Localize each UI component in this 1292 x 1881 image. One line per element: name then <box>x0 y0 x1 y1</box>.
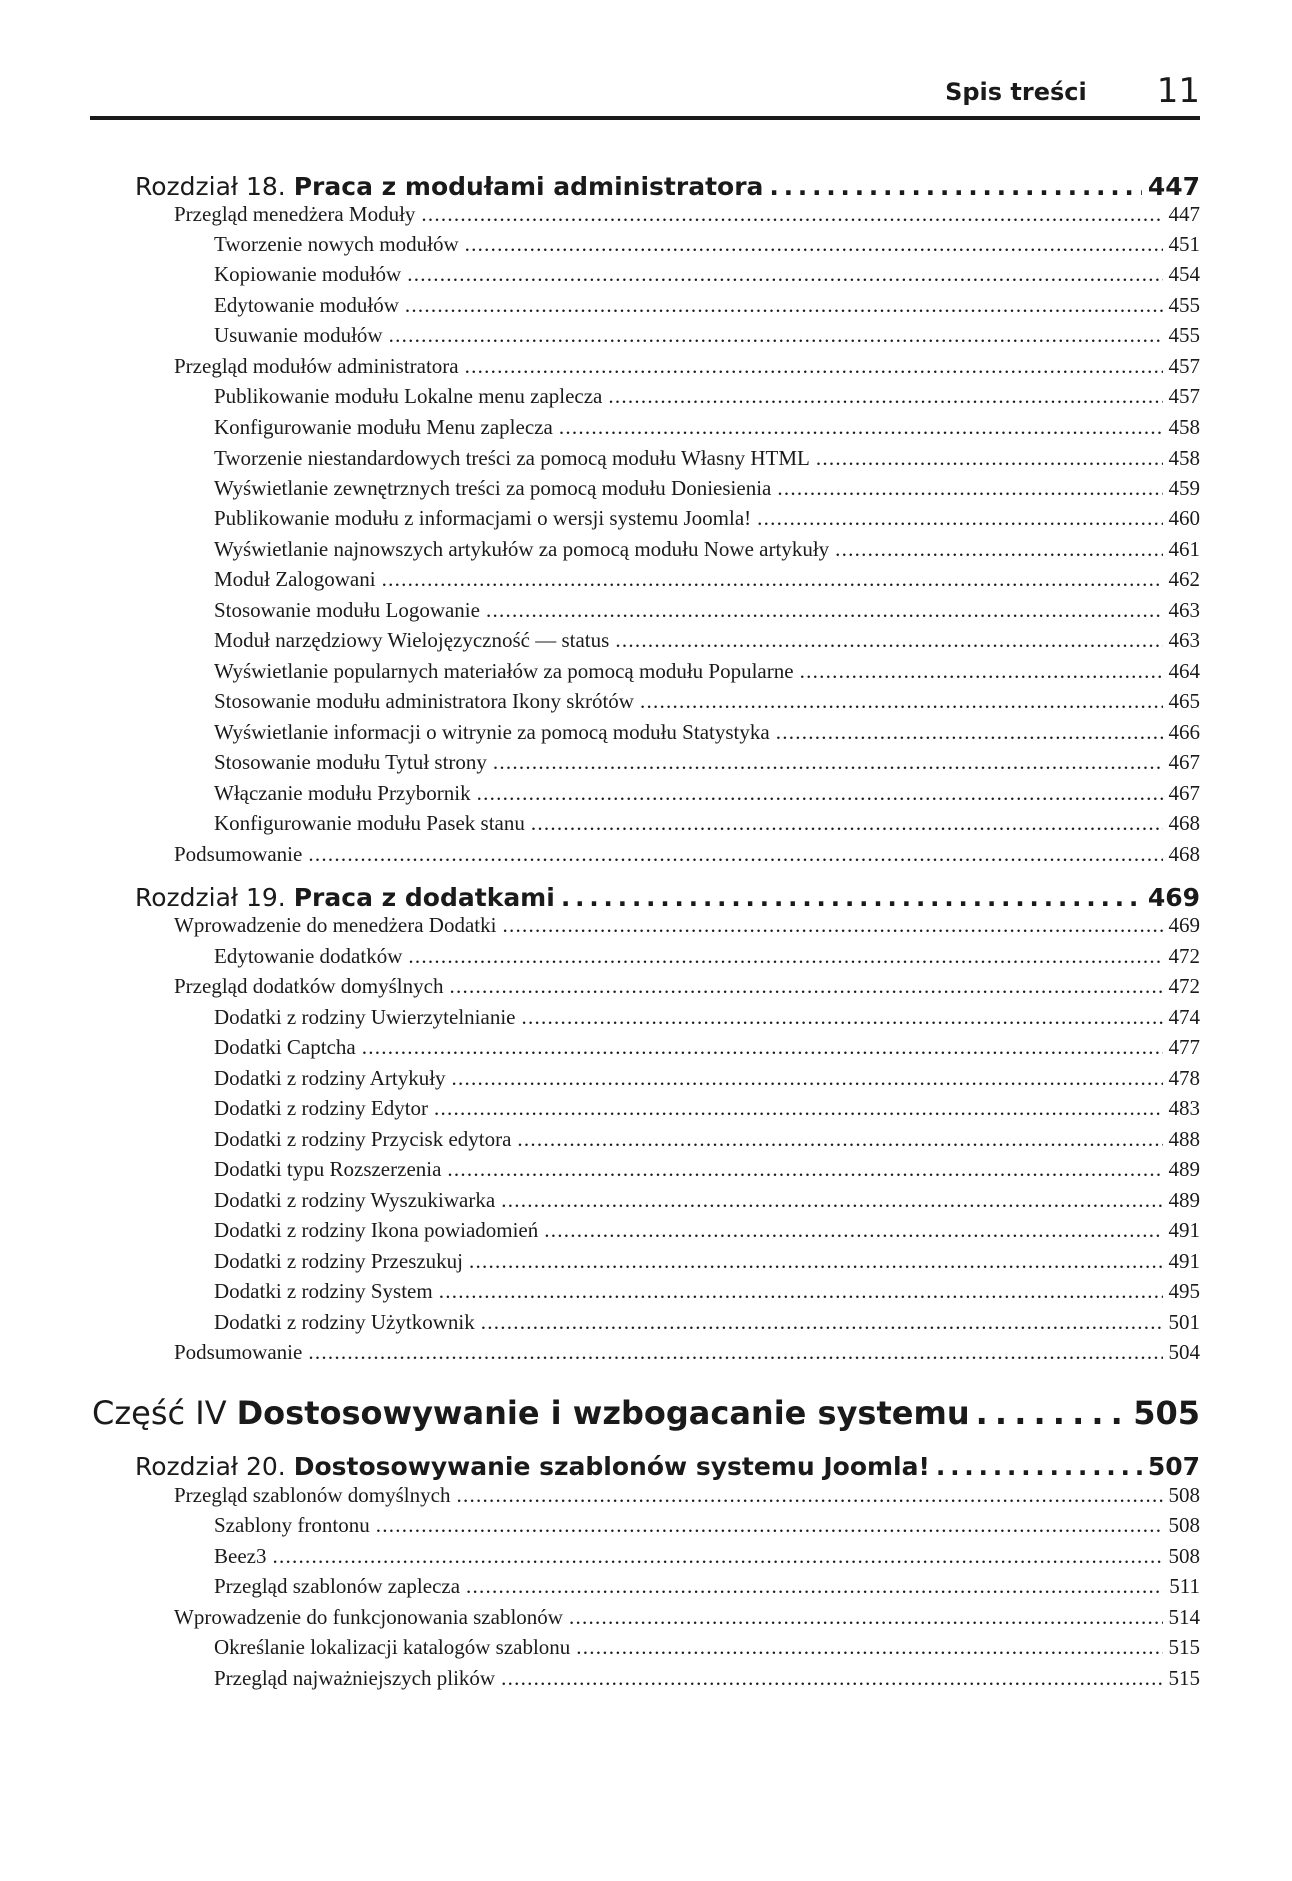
entry-page-number: 483 <box>1168 1096 1200 1120</box>
entry-page-number: 468 <box>1168 842 1200 866</box>
entry-page-number: 454 <box>1168 262 1200 286</box>
toc-section-entry <box>214 689 1200 719</box>
dot-leader <box>382 567 1163 592</box>
toc-section-entry <box>174 842 1200 872</box>
entry-title: Przegląd szablonów domyślnych <box>174 1483 451 1507</box>
entry-page-number: 461 <box>1168 537 1200 561</box>
running-header-title: Spis treści <box>945 78 1087 106</box>
entry-page-number: 504 <box>1168 1340 1200 1364</box>
entry-page-number: 505 <box>1133 1394 1200 1432</box>
entry-page-number: 472 <box>1168 974 1200 998</box>
entry-page-number: 451 <box>1168 232 1200 256</box>
entry-title: Tworzenie nowych modułów <box>214 232 459 256</box>
dot-leader <box>569 1605 1163 1630</box>
toc-section-entry <box>214 628 1200 658</box>
toc-section-entry <box>214 811 1200 841</box>
dot-leader <box>576 1635 1162 1660</box>
dot-leader <box>389 323 1163 348</box>
entry-page-number: 515 <box>1168 1635 1200 1659</box>
toc-part-entry <box>92 1394 1200 1438</box>
entry-page-number: 467 <box>1168 781 1200 805</box>
entry-page-number: 508 <box>1168 1483 1200 1507</box>
entry-title: Wyświetlanie najnowszych artykułów za pomocą modułu Nowe artykuły <box>214 537 830 561</box>
dot-leader <box>816 446 1163 471</box>
entry-page-number: 474 <box>1168 1005 1200 1029</box>
entry-title: Dodatki Captcha <box>214 1035 356 1059</box>
dot-leader <box>502 913 1162 938</box>
toc-section-entry <box>214 720 1200 750</box>
dot-leader <box>452 1066 1163 1091</box>
entry-title: Podsumowanie <box>174 842 303 866</box>
dot-leader <box>531 811 1163 836</box>
entry-page-number: 463 <box>1168 628 1200 652</box>
dot-leader <box>469 1249 1162 1274</box>
entry-title: Praca z modułami administratora <box>293 172 764 201</box>
dot-leader <box>800 659 1163 684</box>
entry-page-number: 501 <box>1168 1310 1200 1334</box>
entry-title: Wyświetlanie zewnętrznych treści za pomocą modułu Doniesienia <box>214 476 772 500</box>
toc-section-entry <box>214 1127 1200 1157</box>
entry-title: Dostosowywanie i wzbogacanie systemu <box>236 1394 970 1432</box>
entry-title: Dodatki z rodziny System <box>214 1279 433 1303</box>
entry-title: Dodatki z rodziny Uwierzytelnianie <box>214 1005 516 1029</box>
entry-title: Dodatki z rodziny Ikona powiadomień <box>214 1218 539 1242</box>
entry-page-number: 458 <box>1168 415 1200 439</box>
dot-leader <box>449 974 1162 999</box>
page-number: 11 <box>1156 71 1200 111</box>
toc-section-entry <box>214 750 1200 780</box>
toc-section-entry <box>214 1574 1200 1604</box>
entry-title: Tworzenie niestandardowych treści za pomocą modułu Własny HTML <box>214 446 810 470</box>
entry-page-number: 463 <box>1168 598 1200 622</box>
entry-page-number: 491 <box>1168 1249 1200 1273</box>
toc-section-entry <box>174 202 1200 232</box>
entry-page-number: 467 <box>1168 750 1200 774</box>
toc-section-entry <box>214 446 1200 476</box>
dot-leader <box>486 598 1163 623</box>
entry-page-number: 511 <box>1169 1574 1200 1598</box>
entry-title: Dodatki z rodziny Wyszukiwarka <box>214 1188 496 1212</box>
toc-section-entry <box>174 974 1200 1004</box>
entry-page-number: 491 <box>1168 1218 1200 1242</box>
dot-leader <box>439 1279 1163 1304</box>
toc-section-entry <box>214 415 1200 445</box>
dot-leader <box>362 1035 1163 1060</box>
toc-section-entry <box>174 913 1200 943</box>
entry-title: Włączanie modułu Przybornik <box>214 781 471 805</box>
entry-page-number: 472 <box>1168 944 1200 968</box>
chapter-number: Rozdział 18. <box>135 172 286 201</box>
entry-title: Praca z dodatkami <box>293 883 555 912</box>
entry-title: Dodatki z rodziny Przycisk edytora <box>214 1127 512 1151</box>
dot-leader <box>544 1218 1162 1243</box>
dot-leader <box>405 293 1163 318</box>
toc-section-entry <box>214 1635 1200 1665</box>
entry-page-number: 508 <box>1168 1513 1200 1537</box>
chapter-number: Rozdział 20. <box>135 1452 286 1481</box>
entry-page-number: 477 <box>1168 1035 1200 1059</box>
toc-section-entry <box>214 1188 1200 1218</box>
toc-section-entry <box>214 1218 1200 1248</box>
toc-section-entry <box>214 598 1200 628</box>
toc-section-entry <box>214 1513 1200 1543</box>
dot-leader <box>272 1544 1162 1569</box>
entry-page-number: 495 <box>1168 1279 1200 1303</box>
toc-section-entry <box>214 1279 1200 1309</box>
dot-leader <box>408 944 1162 969</box>
toc-section-entry <box>214 1544 1200 1574</box>
entry-page-number: 465 <box>1168 689 1200 713</box>
entry-page-number: 489 <box>1168 1157 1200 1181</box>
entry-page-number: 457 <box>1168 384 1200 408</box>
entry-title: Szablony frontonu <box>214 1513 370 1537</box>
toc-section-entry <box>214 944 1200 974</box>
entry-title: Moduł Zalogowani <box>214 567 376 591</box>
entry-page-number: 488 <box>1168 1127 1200 1151</box>
dot-leader <box>561 883 1142 912</box>
toc-section-entry <box>214 1310 1200 1340</box>
dot-leader <box>608 384 1162 409</box>
entry-page-number: 460 <box>1168 506 1200 530</box>
entry-page-number: 447 <box>1147 172 1200 201</box>
entry-page-number: 489 <box>1168 1188 1200 1212</box>
toc-section-entry <box>214 659 1200 689</box>
toc-section-entry <box>214 384 1200 414</box>
entry-page-number: 462 <box>1168 567 1200 591</box>
toc-section-entry <box>214 506 1200 536</box>
dot-leader <box>757 506 1162 531</box>
dot-leader <box>466 1574 1163 1599</box>
toc-section-entry <box>214 1096 1200 1126</box>
chapter-number: Rozdział 19. <box>135 883 286 912</box>
entry-title: Dodatki z rodziny Przeszukuj <box>214 1249 464 1273</box>
entry-title: Publikowanie modułu Lokalne menu zaplecza <box>214 384 603 408</box>
dot-leader <box>769 172 1141 201</box>
toc-section-entry <box>214 293 1200 323</box>
page-header <box>90 60 1200 120</box>
dot-leader <box>521 1005 1162 1030</box>
entry-title: Wyświetlanie informacji o witrynie za pomocą modułu Statystyka <box>214 720 770 744</box>
dot-leader <box>776 720 1163 745</box>
dot-leader <box>501 1666 1162 1691</box>
entry-title: Kopiowanie modułów <box>214 262 402 286</box>
entry-title: Dodatki typu Rozszerzenia <box>214 1157 442 1181</box>
entry-title: Edytowanie modułów <box>214 293 399 317</box>
toc-section-entry <box>214 262 1200 292</box>
toc-section-entry <box>214 1035 1200 1065</box>
entry-page-number: 447 <box>1168 202 1200 226</box>
toc-section-entry <box>214 537 1200 567</box>
dot-leader <box>976 1394 1128 1432</box>
entry-title: Przegląd najważniejszych plików <box>214 1666 496 1690</box>
toc-chapter-entry <box>135 883 1200 917</box>
entry-title: Konfigurowanie modułu Menu zaplecza <box>214 415 553 439</box>
entry-page-number: 478 <box>1168 1066 1200 1090</box>
toc-section-entry <box>214 1066 1200 1096</box>
dot-leader <box>615 628 1162 653</box>
entry-page-number: 468 <box>1168 811 1200 835</box>
toc-section-entry <box>214 781 1200 811</box>
entry-title: Moduł narzędziowy Wielojęzyczność — status <box>214 628 610 652</box>
entry-title: Dostosowywanie szablonów systemu Joomla! <box>293 1452 930 1481</box>
entry-title: Przegląd menedżera Moduły <box>174 202 416 226</box>
entry-title: Stosowanie modułu administratora Ikony skrótów <box>214 689 634 713</box>
dot-leader <box>308 1340 1162 1365</box>
dot-leader <box>434 1096 1162 1121</box>
toc-chapter-entry <box>135 1452 1200 1486</box>
toc-chapter-entry <box>135 172 1200 206</box>
entry-page-number: 455 <box>1168 293 1200 317</box>
entry-title: Stosowanie modułu Logowanie <box>214 598 480 622</box>
dot-leader <box>640 689 1163 714</box>
toc-section-entry <box>174 1483 1200 1513</box>
entry-title: Konfigurowanie modułu Pasek stanu <box>214 811 525 835</box>
entry-title: Dodatki z rodziny Artykuły <box>214 1066 446 1090</box>
entry-title: Dodatki z rodziny Użytkownik <box>214 1310 475 1334</box>
dot-leader <box>517 1127 1162 1152</box>
entry-page-number: 457 <box>1168 354 1200 378</box>
dot-leader <box>493 750 1163 775</box>
entry-title: Wprowadzenie do menedżera Dodatki <box>174 913 497 937</box>
dot-leader <box>308 842 1162 867</box>
dot-leader <box>936 1452 1142 1481</box>
entry-page-number: 508 <box>1168 1544 1200 1568</box>
toc-section-entry <box>174 1340 1200 1370</box>
toc-section-entry <box>214 476 1200 506</box>
entry-page-number: 469 <box>1168 913 1200 937</box>
dot-leader <box>559 415 1163 440</box>
entry-title: Wyświetlanie popularnych materiałów za pomocą modułu Popularne <box>214 659 794 683</box>
entry-title: Przegląd modułów administratora <box>174 354 459 378</box>
toc-section-entry <box>214 1249 1200 1279</box>
entry-title: Beez3 <box>214 1544 267 1568</box>
entry-title: Dodatki z rodziny Edytor <box>214 1096 429 1120</box>
entry-page-number: 458 <box>1168 446 1200 470</box>
toc-section-entry <box>214 1005 1200 1035</box>
entry-page-number: 514 <box>1168 1605 1200 1629</box>
entry-title: Usuwanie modułów <box>214 323 383 347</box>
toc-section-entry <box>214 232 1200 262</box>
dot-leader <box>447 1157 1162 1182</box>
entry-title: Przegląd dodatków domyślnych <box>174 974 444 998</box>
dot-leader <box>835 537 1162 562</box>
entry-page-number: 459 <box>1168 476 1200 500</box>
entry-title: Określanie lokalizacji katalogów szablonu <box>214 1635 571 1659</box>
dot-leader <box>481 1310 1163 1335</box>
dot-leader <box>501 1188 1162 1213</box>
entry-title: Wprowadzenie do funkcjonowania szablonów <box>174 1605 563 1629</box>
entry-page-number: 515 <box>1168 1666 1200 1690</box>
dot-leader <box>465 354 1163 379</box>
toc-section-entry <box>214 1666 1200 1696</box>
dot-leader <box>477 781 1163 806</box>
toc-section-entry <box>214 323 1200 353</box>
entry-title: Edytowanie dodatków <box>214 944 403 968</box>
dot-leader <box>407 262 1162 287</box>
entry-page-number: 469 <box>1147 883 1200 912</box>
part-number: Część IV <box>92 1394 227 1432</box>
entry-title: Podsumowanie <box>174 1340 303 1364</box>
toc-section-entry <box>174 1605 1200 1635</box>
entry-page-number: 464 <box>1168 659 1200 683</box>
entry-page-number: 507 <box>1147 1452 1200 1481</box>
entry-title: Stosowanie modułu Tytuł strony <box>214 750 487 774</box>
toc-section-entry <box>174 354 1200 384</box>
entry-page-number: 466 <box>1168 720 1200 744</box>
dot-leader <box>777 476 1162 501</box>
dot-leader <box>456 1483 1162 1508</box>
dot-leader <box>376 1513 1163 1538</box>
entry-title: Publikowanie modułu z informacjami o wersji systemu Joomla! <box>214 506 752 530</box>
entry-page-number: 455 <box>1168 323 1200 347</box>
toc-section-entry <box>214 567 1200 597</box>
dot-leader <box>465 232 1163 257</box>
toc-section-entry <box>214 1157 1200 1187</box>
dot-leader <box>421 202 1162 227</box>
entry-title: Przegląd szablonów zaplecza <box>214 1574 461 1598</box>
